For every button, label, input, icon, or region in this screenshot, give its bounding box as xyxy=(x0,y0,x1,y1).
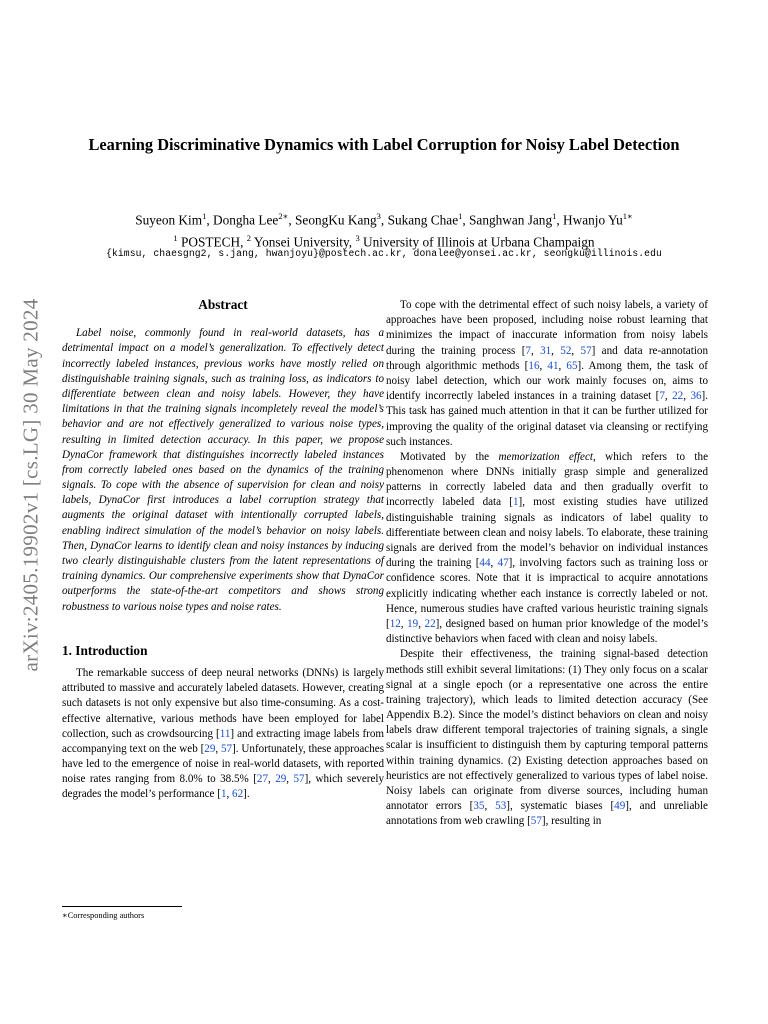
author-name: Hwanjo Yu xyxy=(563,212,623,228)
citation-link[interactable]: 52 xyxy=(560,344,572,357)
footnote-rule xyxy=(62,906,182,907)
citation-link[interactable]: 22 xyxy=(424,617,436,630)
text-run: ], which severely degrades the model’s performance [ xyxy=(62,773,384,801)
citation-link[interactable]: 31 xyxy=(540,344,552,357)
citation-link[interactable]: 1 xyxy=(220,788,227,801)
citation-link[interactable]: 7 xyxy=(659,390,665,403)
citation-link[interactable]: 62 xyxy=(232,788,244,801)
author-name: Sanghwan Jang xyxy=(469,212,553,228)
author-affiliation-marker: 1∗ xyxy=(622,211,633,221)
text-run: , xyxy=(268,773,276,786)
affiliation-marker: 1 xyxy=(173,233,178,244)
author-name: Sukang Chae xyxy=(387,212,459,228)
affiliation-marker: 3 xyxy=(355,233,360,244)
affiliation-name: Yonsei University xyxy=(251,234,349,250)
author-affiliation-marker: 3 xyxy=(376,211,381,221)
author-block xyxy=(60,207,708,252)
text-run: ], and unreliable annotations from web crawling [ xyxy=(386,800,708,828)
affiliation-name: University of Illinois at Urbana Champaign xyxy=(359,234,595,250)
citation-link[interactable]: 41 xyxy=(547,359,559,372)
text-run: , xyxy=(286,773,294,786)
text-run: Despite their effectiveness, the training signal-based detection methods still exhibit several limitations: (1) They only focus on a scalar signal at a single epoch (or a representative one across the entire training trajectory), which leads to limited detection accuracy (See Appendix B.2). Since the model’s distinct behaviors on clean and noisy labels draw different temporal trajectories of training signals, a single scalar is insufficient to distinguish them by capturing temporal patterns within training dynamics. (2) Existing detection approaches based on heuristics are not effectively generalized to various types of label noise. Noisy labels can originate from diverse sources, including human annotator errors [ xyxy=(386,648,708,813)
author-name: Suyeon Kim xyxy=(135,212,203,228)
intro-paragraph-3 xyxy=(386,450,708,647)
abstract-body: Label noise, commonly found in real-world datasets, has a detrimental impact on a model’s generalization. To effectively detect incorrectly labeled instances, previous works have mostly relied on distinguishable training signals, such as training loss, as indicators to differentiate between clean and noisy labels. However, they have limitations in that the training signals incompletely reveal the model’s behavior and are not effectively generalized to various noise types, resulting in limited detection accuracy. In this paper, we propose DynaCor framework that distinguishes incorrectly labeled instances from correctly labeled ones based on the dynamics of the training signals. To cope with the absence of supervision for clean and noisy labels, DynaCor first introduces a label corruption strategy that augments the original dataset with intentionally corrupted labels, enabling indirect simulation of the model’s behavior on noisy labels. Then, DynaCor learns to identify clean and noisy instances by inducing two clearly distinguishable clusters from the latent representations of training dynamics. Our comprehensive experiments show that DynaCor outperforms the state-of-the-art competitors and shows strong robustness to various noise types and noise rates. xyxy=(62,327,384,613)
citation-link[interactable]: 11 xyxy=(219,727,231,740)
author-name: Dongha Lee xyxy=(212,212,279,228)
author-name: SeongKu Kang xyxy=(295,212,377,228)
intro-paragraph-1 xyxy=(62,666,384,803)
text-run: ]. Unfortunately, these approaches have led to the emergence of noise in real-world datasets, with reported noise rates ranging from 8.0% to 38.5% [ xyxy=(62,742,385,786)
affiliation-marker: 2 xyxy=(246,233,252,244)
right-column xyxy=(386,298,708,830)
footnote xyxy=(62,906,384,920)
author-affiliation-marker: 1 xyxy=(552,211,557,221)
text-run: , xyxy=(418,617,425,630)
arxiv-stamp-text: arXiv:2405.19902v1 [cs.LG] 30 May 2024 xyxy=(18,298,43,672)
citation-link[interactable]: 57 xyxy=(293,773,305,786)
text-run: ]. xyxy=(243,788,250,801)
text-run: , xyxy=(226,788,233,801)
left-column xyxy=(62,297,384,803)
citation-link[interactable]: 35 xyxy=(473,800,485,813)
intro-paragraph-2 xyxy=(386,298,708,450)
citation-link[interactable]: 27 xyxy=(256,773,268,786)
citation-link[interactable]: 57 xyxy=(580,344,592,357)
citation-link[interactable]: 19 xyxy=(407,617,419,630)
text-run: To cope with the detrimental effect of such noisy labels, a variety of approaches have been proposed, including noise robust learning that minimizes the impact of inaccurate information from noisy labels during the training process [ xyxy=(386,299,708,357)
citation-link[interactable]: 16 xyxy=(528,359,540,372)
affiliation-name: POSTECH xyxy=(177,234,241,250)
citation-link[interactable]: 1 xyxy=(513,496,519,509)
text-run: , xyxy=(484,800,496,813)
paper-title: Learning Discriminative Dynamics with Label Corruption for Noisy Label Detection xyxy=(88,135,680,154)
text-run: The remarkable success of deep neural networks (DNNs) is largely attributed to massive and accurately labeled datasets. However, creating such datasets is not only expensive but also time-consuming. As a cost-effective alternative, various methods have been employed for label collection, such as crowdsourcing [ xyxy=(62,666,384,740)
section-heading-introduction: 1. Introduction xyxy=(62,642,148,658)
text-run: , xyxy=(571,344,581,357)
text-run: , xyxy=(683,390,691,403)
emphasis-text: memorization effect xyxy=(498,450,593,463)
text-run: , xyxy=(490,557,498,570)
text-run: , xyxy=(558,359,567,372)
text-run: ], most existing studies have utilized distinguishable training signals as indicators of label quality to differentiate between clean and noisy labels. To elaborate, these training signals are derived from the model’s behavior on individual instances during the training [ xyxy=(386,496,708,570)
text-run: ]. Among them, the task of noisy label detection, which our work mainly focuses on, aims to identify incorrectly labeled instances in a training dataset [ xyxy=(386,359,709,403)
citation-link[interactable]: 12 xyxy=(389,617,401,630)
text-run: ]. This task has gained much attention in that it can be further utilized for improving the quality of the original dataset via cleansing or rectifying such instances. xyxy=(386,390,708,448)
author-affiliation-marker: 2∗ xyxy=(278,211,289,221)
text-run: ], systematic biases [ xyxy=(506,800,615,813)
citation-link[interactable]: 65 xyxy=(566,359,578,372)
arxiv-stamp xyxy=(20,265,42,705)
citation-link[interactable]: 29 xyxy=(204,742,216,755)
citation-link[interactable]: 47 xyxy=(497,557,509,570)
text-run: ], resulting in xyxy=(541,815,602,828)
intro-paragraph-4 xyxy=(386,647,708,829)
footnote-text: ∗Corresponding authors xyxy=(62,911,145,920)
author-affiliation-marker: 1 xyxy=(202,211,207,221)
citation-link[interactable]: 57 xyxy=(530,815,542,828)
abstract-heading: Abstract xyxy=(198,297,248,312)
affiliations: $^1$ POSTECH, $^2$ Yonsei University, $^3$ University of Illinois at Urbana Champaign xyxy=(173,233,595,250)
text-run: ], involving factors such as training loss or confidence scores. Note that it is impractical to acquire annotations explicitly indicating whether each instance is correctly labeled or not. Hence, numerous studies have crafted various heuristic training signals [ xyxy=(386,557,709,630)
text-run: , xyxy=(551,344,561,357)
citation-link[interactable]: 53 xyxy=(495,800,507,813)
text-run: , xyxy=(215,742,221,755)
text-run: , which refers to the phenomenon where DNNs initially grasp simple and generalized patterns in correctly labeled data and then gradually overfit to incorrectly labeled data [ xyxy=(386,450,708,509)
citation-link[interactable]: 44 xyxy=(479,557,491,570)
text-run: , xyxy=(539,359,548,372)
citation-link[interactable]: 7 xyxy=(525,344,531,357)
citation-link[interactable]: 36 xyxy=(690,390,702,403)
citation-link[interactable]: 49 xyxy=(614,800,626,813)
citation-link[interactable]: 22 xyxy=(672,390,684,403)
text-run: ], designed based on human prior knowledge of the model’s distinctive behaviors when faced with clean and noisy labels. xyxy=(386,617,709,646)
author-names: Suyeon Kim$^1$, Dongha Lee$^{2∗}$, SeongKu Kang$^3$, Sukang Chae$^1$, Sanghwan Jang$^1$, Hwanjo $Yu^{1∗}$ xyxy=(135,211,633,228)
citation-link[interactable]: 29 xyxy=(275,773,287,786)
text-run: , xyxy=(664,390,673,403)
citation-link[interactable]: 57 xyxy=(221,742,233,755)
text-run: , xyxy=(530,344,541,357)
text-run: , xyxy=(400,617,408,630)
author-emails: {kimsu, chaesgng2, s.jang, hwanjoyu}@postech.ac.kr, donalee@yonsei.ac.kr, seongku@illinois.edu xyxy=(106,248,662,259)
text-run: Motivated by the xyxy=(400,450,499,463)
text-run: ] and data re-annotation through algorithmic methods [ xyxy=(386,344,708,372)
text-run: ] and extracting image labels from accompanying text on the web [ xyxy=(62,727,385,755)
author-affiliation-marker: 1 xyxy=(458,211,463,221)
